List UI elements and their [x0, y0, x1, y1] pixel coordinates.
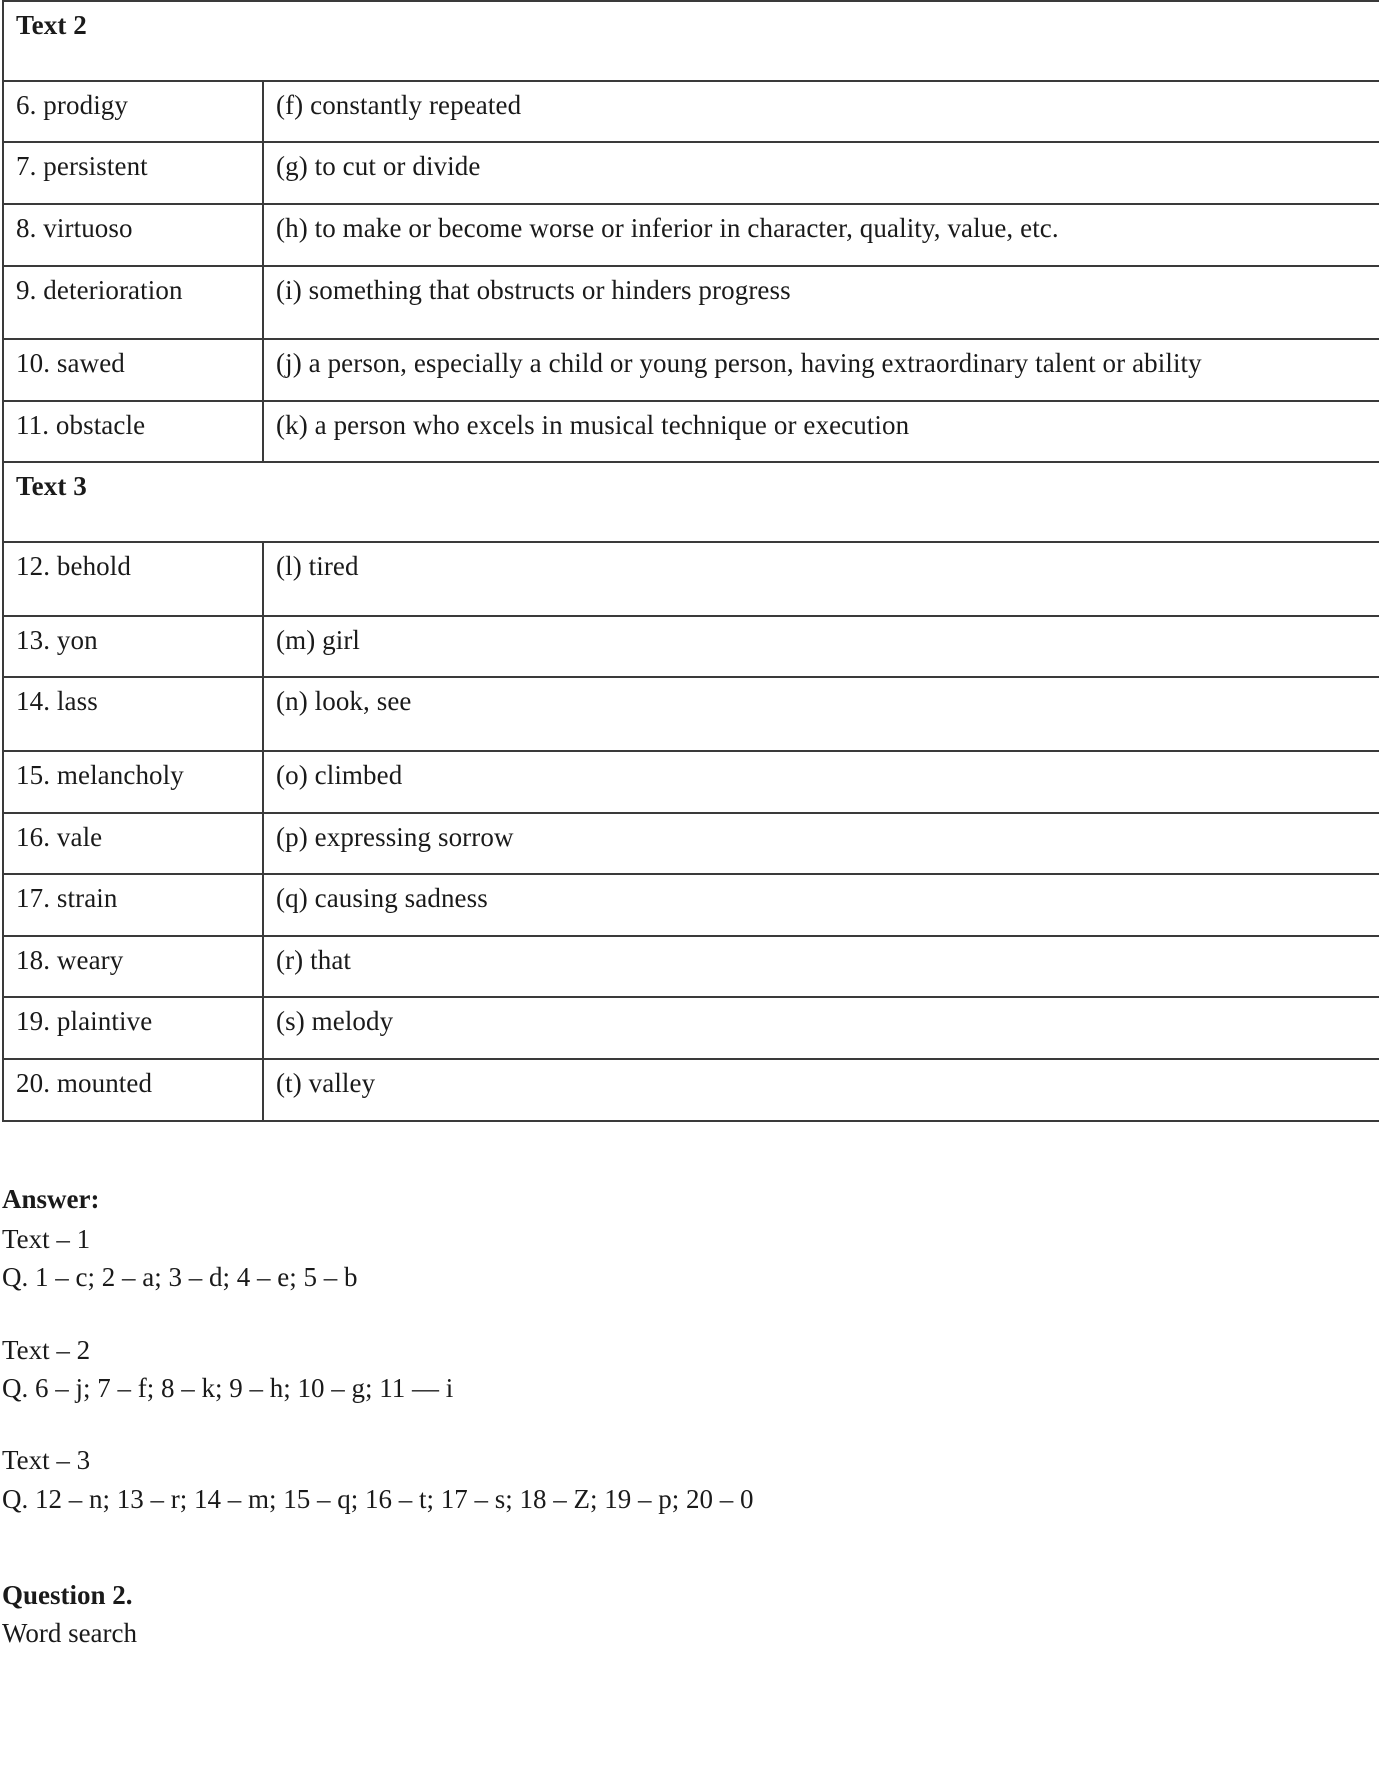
- term-cell: 17. strain: [3, 874, 263, 936]
- section-heading-spacer: [263, 1, 1379, 81]
- answer-group-label: Text – 3: [2, 1445, 91, 1476]
- answer-group-line: Q. 6 – j; 7 – f; 8 – k; 9 – h; 10 – g; 11 — i: [2, 1372, 454, 1403]
- table-row: [3, 616, 1379, 678]
- answer-group-label: Text – 1: [2, 1223, 91, 1254]
- term-cell: 20. mounted: [3, 1059, 263, 1121]
- definition-cell: (q) causing sadness: [263, 874, 1379, 936]
- definition-cell: (i) something that obstructs or hinders progress: [263, 266, 1379, 340]
- question2-subtitle: Word search: [2, 1618, 138, 1649]
- table-row: [3, 751, 1379, 813]
- definition-cell: (h) to make or become worse or inferior in character, quality, value, etc.: [263, 204, 1379, 266]
- definition-cell: (s) melody: [263, 997, 1379, 1059]
- answer-group-label: Text – 2: [2, 1334, 91, 1365]
- answer-group-text1: [2, 1220, 1379, 1297]
- definition-cell: (r) that: [263, 936, 1379, 998]
- answer-group-line: Q. 1 – c; 2 – a; 3 – d; 4 – e; 5 – b: [2, 1262, 358, 1293]
- table-row: [3, 677, 1379, 751]
- definition-cell: (t) valley: [263, 1059, 1379, 1121]
- term-cell: 16. vale: [3, 813, 263, 875]
- table-row: [3, 142, 1379, 204]
- answer-group-text2: [2, 1331, 1379, 1408]
- term-cell: 7. persistent: [3, 142, 263, 204]
- table-row: [3, 339, 1379, 401]
- table-row: [3, 936, 1379, 998]
- term-cell: 13. yon: [3, 616, 263, 678]
- table-row: [3, 997, 1379, 1059]
- section-header-row: [3, 462, 1379, 542]
- definition-cell: (l) tired: [263, 542, 1379, 616]
- table-row: [3, 266, 1379, 340]
- term-cell: 8. virtuoso: [3, 204, 263, 266]
- term-cell: 18. weary: [3, 936, 263, 998]
- section-header-row: [3, 1, 1379, 81]
- answer-group-line: Q. 12 – n; 13 – r; 14 – m; 15 – q; 16 – t; 17 – s; 18 – Z; 19 – p; 20 – 0: [2, 1483, 754, 1514]
- term-cell: 10. sawed: [3, 339, 263, 401]
- matching-table-body: [3, 1, 1379, 1121]
- definition-cell: (m) girl: [263, 616, 1379, 678]
- term-cell: 14. lass: [3, 677, 263, 751]
- table-row: [3, 874, 1379, 936]
- table-row: [3, 401, 1379, 463]
- definition-cell: (g) to cut or divide: [263, 142, 1379, 204]
- definition-cell: (j) a person, especially a child or young person, having extraordinary talent or ability: [263, 339, 1379, 401]
- question2-title: Question 2.: [2, 1579, 133, 1610]
- section-heading-text3: Text 3: [3, 462, 263, 542]
- table-row: [3, 81, 1379, 143]
- term-cell: 15. melancholy: [3, 751, 263, 813]
- question2-section: [0, 1576, 1379, 1653]
- table-row: [3, 542, 1379, 616]
- term-cell: 11. obstacle: [3, 401, 263, 463]
- definition-cell: (p) expressing sorrow: [263, 813, 1379, 875]
- answer-heading: Answer:: [2, 1183, 100, 1214]
- definition-cell: (k) a person who excels in musical technique or execution: [263, 401, 1379, 463]
- table-row: [3, 813, 1379, 875]
- definition-cell: (n) look, see: [263, 677, 1379, 751]
- definition-cell: (f) constantly repeated: [263, 81, 1379, 143]
- definition-cell: (o) climbed: [263, 751, 1379, 813]
- matching-table: [2, 0, 1379, 1122]
- table-row: [3, 204, 1379, 266]
- term-cell: 6. prodigy: [3, 81, 263, 143]
- answer-section: [0, 1180, 1379, 1518]
- term-cell: 9. deterioration: [3, 266, 263, 340]
- section-heading-text2: Text 2: [3, 1, 263, 81]
- term-cell: 12. behold: [3, 542, 263, 616]
- term-cell: 19. plaintive: [3, 997, 263, 1059]
- section-heading-spacer: [263, 462, 1379, 542]
- table-row: [3, 1059, 1379, 1121]
- answer-group-text3: [2, 1441, 1379, 1518]
